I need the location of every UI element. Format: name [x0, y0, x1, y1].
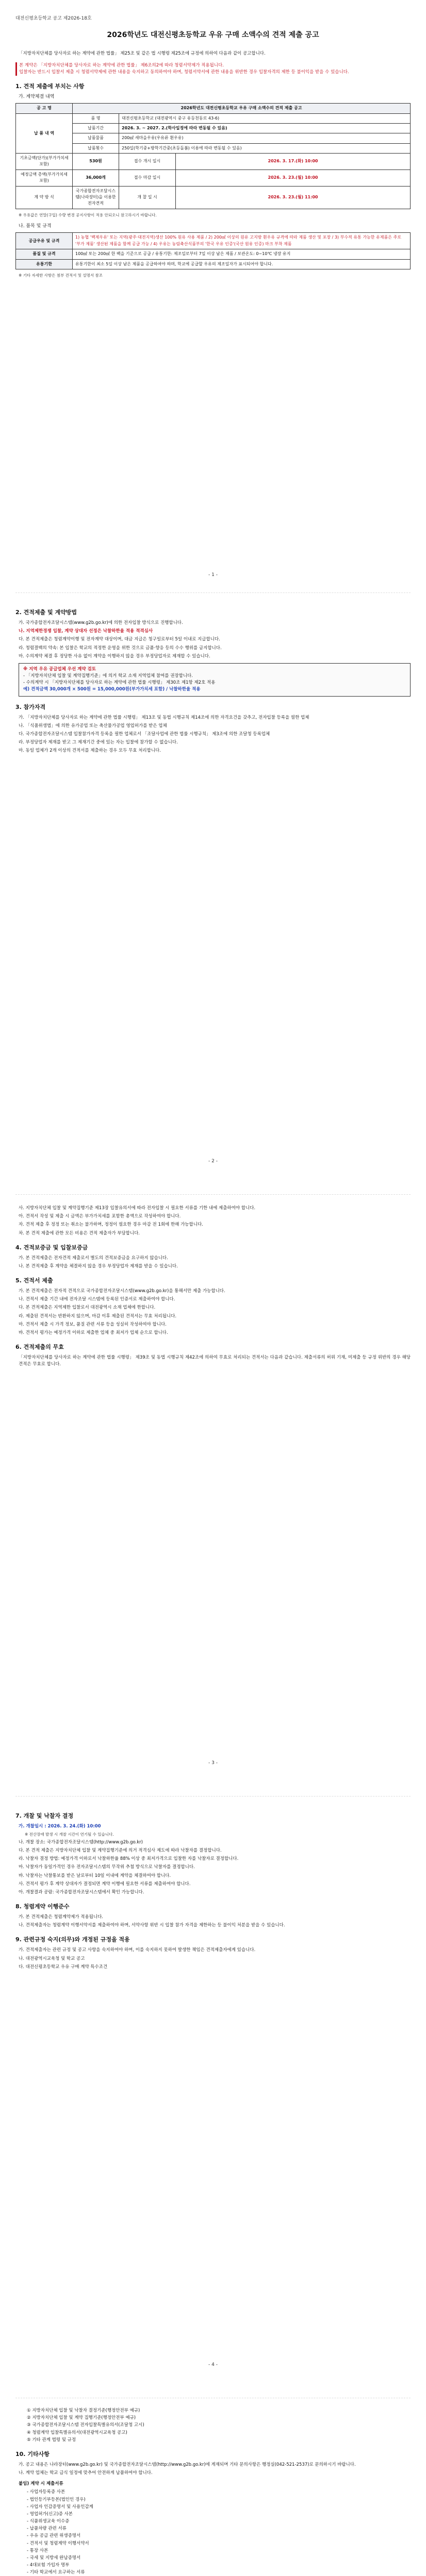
- contract-table: [15, 103, 411, 209]
- page-number: - 1 -: [208, 572, 218, 578]
- section-7-item: 사. 견적서 평가 후 계약 상대자가 결정되면 계약 이행에 필요한 서류를 제출하여야 합니다.: [19, 1881, 191, 1887]
- page-divider: [15, 592, 411, 593]
- section-10-item: 가. 공고 내용은 나라장터(www.g2b.go.kr) 및 국가종합전자조달시스템(http://www.g2b.go.kr)에 게재되며 기타 문의사항은 행정실(042-521-2537)로 문의하시기 바랍니다.: [19, 2462, 356, 2467]
- section-10-item: 나. 계약 업체는 학교 급식 일정에 맞추어 안전하게 납품하여야 합니다.: [19, 2470, 153, 2476]
- section-3-item: 마. 동일 업체가 2개 이상의 견적서를 제출하는 경우 모두 무효 처리합니다.: [19, 748, 161, 754]
- section-7-item: 바. 낙찰자는 낙찰통보를 받은 날로부터 10일 이내에 계약을 체결하여야 합니다.: [19, 1873, 171, 1878]
- section-3-cont-item: 차. 본 견적 제출에 관한 모든 비용은 견적 제출자가 부담합니다.: [19, 1230, 140, 1236]
- section-4-item: 나. 본 견적제출 후 계약을 체결하지 않을 경우 부정당업자 제재를 받을 수 있습니다.: [19, 1263, 178, 1269]
- spec-table: [15, 232, 411, 269]
- doc-item: - 국세 및 지방세 완납증명서: [27, 2555, 81, 2561]
- date-label: 개 찰 일 시: [119, 186, 176, 209]
- section-2-item: 라. 청렴결백의 약속: 본 입찰은 학교의 적정한 운영을 위한 것으로 금품·향응 등의 수수 행위를 금지합니다.: [19, 645, 222, 651]
- section-2-heading: 2. 견적제출 및 계약방법: [15, 609, 77, 616]
- price-label: 예정금액 총액(부가가치세 포함): [16, 170, 73, 186]
- section-5-item: 나. 견적서 제출 기간 내에 전자조달 시스템에 등록된 인증서로 제출하여야 합니다.: [19, 1297, 175, 1302]
- date-value: 2026. 3. 17.(화) 10:00: [176, 154, 411, 170]
- price-label: 계 약 방 식: [16, 186, 73, 209]
- section-5-item: 가. 본 견적제출은 전자적 견적으로 국가종합전자조달시스템(www.g2b.go.kr)을 통해서만 제출 가능합니다.: [19, 1289, 225, 1294]
- notice-number: 대전신평초등학교 공고 제2026-18호: [15, 16, 92, 21]
- law-item: ② 지방자치단체 입찰 및 계약 집행기준(행정안전부 예규): [27, 2415, 136, 2421]
- row-value: 대전신평초등학교 (대전광역시 중구 유등천동로 43-6): [119, 113, 411, 123]
- spec-label: 공급우유 및 규격: [16, 233, 73, 249]
- section-7-item: 라. 낙찰자 결정 방법: 예정가격 이하로서 낙찰하한율 88% 이상 중 최저가격으로 입찰한 자를 낙찰자로 결정합니다.: [19, 1856, 239, 1862]
- law-list: [27, 2408, 411, 2444]
- warning-box: [19, 663, 411, 697]
- highlight-box: [15, 62, 411, 76]
- section-9-heading: 9. 관련규정 숙지(의무)와 개정된 규정을 적용: [15, 1936, 130, 1943]
- warning-line: ※ 지역 우유 공급업체 우선 계약 검토: [23, 666, 96, 672]
- section-4-heading: 4. 견적보증금 및 입찰보증금: [15, 1244, 88, 1251]
- page-5: [15, 2407, 411, 2576]
- section-7-item: 다. 본 견적 제출은 지방자치단체 입찰 및 계약집행기준에 의거 적격심사 제도에 따라 낙찰자를 결정합니다.: [19, 1848, 222, 1854]
- page-1: [15, 15, 411, 578]
- spec-value: 1) 농협 '백제우유' 또는 지역(광주·대전지역)생산 100% 원유 사용 제품 / 2) 200㎖ 이상의 원유 고지방 흰우유 규격에 따라 제품 생산 및 포장 / 3) 부수적 유통 가능한 유제품은 주로 '부가 제품' 생산된 제품을 함께 공급 가능 / 4) 우유는 농림축산식품부의 '한국 우유 인증'(국산 원유 인증) 마크 부착 제품: [73, 233, 411, 249]
- date-label: 접수 개시 일시: [119, 154, 176, 170]
- section-3-item: 다. 국가종합전자조달시스템 입찰참가자격 등록을 필한 업체로서 「조달사업에 관한 법률 시행규칙」 제3조에 의한 조달청 등록업체: [19, 731, 270, 737]
- row-label: 품 명: [73, 113, 119, 123]
- page-4: [15, 1805, 411, 2367]
- section-3-heading: 3. 참가자격: [15, 703, 46, 710]
- section-1-sub-ga: 가. 계약체결 내역: [19, 94, 55, 100]
- page-number: - 4 -: [208, 2362, 218, 2367]
- section-8-item: 나. 견적제출자는 청렴계약 이행서약서를 제출하여야 하며, 서약사항 위반 시 입찰 참가 자격을 제한하는 등 불이익 처분을 받을 수 있습니다.: [19, 1923, 285, 1928]
- page-number: - 3 -: [208, 1760, 218, 1766]
- section-3-cont-item: 사. 지방자치단체 입찰 및 계약집행기준 제13장 입찰유의서에 따라 전자입찰 시 필요한 서류를 기한 내에 제출하여야 합니다.: [19, 1206, 256, 1211]
- price-example: 예) 견적금액 30,000개 × 500원 = 15,000,000원(부가가치세 포함) / 낙찰하한율 적용: [23, 687, 201, 692]
- section-5-heading: 5. 견적서 제출: [15, 1277, 53, 1284]
- spec-value: 유통기한이 최소 5일 이상 남은 제품을 공급하여야 하며, 학교에 공급할 우유의 제조일자가 표시되어야 합니다.: [73, 259, 411, 269]
- section-7-item: 아. 개찰결과 공람: 국가종합전자조달시스템에서 확인 가능합니다.: [19, 1889, 144, 1895]
- price-value: 530원: [73, 154, 119, 170]
- docs-list: [27, 2489, 411, 2576]
- date-value: 2026. 3. 23.(월) 11:00: [176, 186, 411, 209]
- section-2-item: 가. 국가종합전자조달시스템(www.g2b.go.kr)에 의한 전자입찰 방식으로 진행합니다.: [19, 620, 183, 626]
- highlight-line: 본 계약은 「지방자치단체를 당사자로 하는 계약에 관한 법률」 제6조의2에 따라 청렴서약제가 적용됩니다.: [19, 62, 224, 68]
- doc-item: - 사업자등록증 사본: [27, 2489, 65, 2495]
- doc-item: - 통장 사본: [27, 2548, 48, 2553]
- section-3-item: 라. 부정당업자 제재를 받고 그 제재기간 중에 있는 자는 입찰에 참가할 수 없습니다.: [19, 740, 178, 745]
- section-3-cont-item: 자. 견적 제출 후 정정 또는 취소는 불가하며, 정정이 필요한 경우 마감 전 1회에 한해 가능합니다.: [19, 1222, 203, 1228]
- table-header: 공 고 명: [16, 104, 73, 113]
- date-label: 접수 마감 일시: [119, 170, 176, 186]
- row-label: 납품기간: [73, 123, 119, 133]
- row-value: 200㎖ 새마을우유(우유류 흰우유): [119, 133, 411, 143]
- doc-item: - 견적서 및 청렴계약 이행서약서: [27, 2540, 89, 2546]
- section-6-text: 「지방자치단체를 당사자로 하는 계약에 관한 법률 시행령」 제39조 및 동법 시행규칙 제42조에 의하여 무효로 처리되는 견적서는 다음과 같습니다. 제출서류의 허위 기재, 미제출 등 규정 위반의 경우 해당 견적은 무효로 합니다.: [19, 1355, 411, 1367]
- spec-label: 품질 및 규격: [16, 249, 73, 259]
- law-item: ① 지방자치단체 입찰 및 낙찰자 결정기준(행정안전부 예규): [27, 2408, 140, 2413]
- section-5-item: 라. 제출된 견적서는 반환하지 않으며, 마감 이후 제출된 견적서는 무효 처리됩니다.: [19, 1313, 177, 1319]
- section-2-item: 마. 수의계약 체결 후 정당한 사유 없이 계약을 이행하지 않을 경우 부정당업자로 제재할 수 있습니다.: [19, 653, 210, 659]
- doc-item: - 4대보험 가입자 명부: [27, 2563, 70, 2568]
- section-5-item: 바. 견적서 평가는 예정가격 이하로 제출한 업체 중 최저가 업체 순으로 합니다.: [19, 1330, 168, 1335]
- section-4-item: 가. 본 견적제출은 전자견적 제출로서 별도의 견적보증금을 요구하지 않습니다.: [19, 1255, 168, 1261]
- document-title: 2026학년도 대전신평초등학교 우유 구매 소액수의 견적 제출 공고: [107, 30, 319, 39]
- section-9-item: 가. 견적제출자는 관련 규정 및 공고 사항을 숙지하여야 하며, 이를 숙지하지 못하여 발생한 책임은 견적제출자에게 있습니다.: [19, 1947, 256, 1953]
- section-7-item: 나. 개찰 장소: 국가종합전자조달시스템(http://www.g2b.go.kr): [19, 1839, 143, 1845]
- section-3-item: 가. 「지방자치단체를 당사자로 하는 계약에 관한 법률 시행령」 제13조 및 동법 시행규칙 제14조에 의한 자격요건을 갖추고, 전자입찰 등록을 필한 업체: [19, 715, 309, 720]
- law-item: ⑤ 기타 관계 법령 및 규정: [27, 2437, 76, 2443]
- warning-line: - 수의계약 시 「지방자치단체를 당사자로 하는 계약에 관한 법률 시행령」 제30조 제1항 제2호 적용: [23, 680, 216, 686]
- section-1-sub-na: 나. 품목 및 규격: [19, 224, 52, 229]
- spec-label: 유통기한: [16, 259, 73, 269]
- law-item: ④ 청렴계약 입찰특별유의서(대전광역시교육청 공고): [27, 2430, 127, 2435]
- section-3-item: 나. 「식품위생법」에 의한 유가공업 또는 축산물가공업 영업허가를 받은 업체: [19, 723, 167, 728]
- group-label: 납 품 내 역: [16, 113, 73, 154]
- doc-item: - 우유 공급 관련 위생증명서: [27, 2533, 81, 2539]
- section-8-heading: 8. 청렴계약 이행준수: [15, 1903, 70, 1910]
- row-label: 납품횟수: [73, 143, 119, 153]
- docs-title: 붙임) 계약 시 제출서류: [19, 2481, 63, 2487]
- section-7-heading: 7. 개찰 및 낙찰자 결정: [15, 1812, 74, 1819]
- section-9-item: 다. 대전신평초등학교 우유 구매 계약 특수조건: [19, 1964, 108, 1970]
- table-header: 2026학년도 대전신평초등학교 우유 구매 소액수의 견적 제출 공고: [73, 104, 411, 113]
- section-8-item: 가. 본 견적제출은 청렴계약제가 적용됩니다.: [19, 1914, 104, 1920]
- law-item: ③ 국가종합전자조달시스템 전자입찰특별유의서(조달청 고시): [27, 2422, 144, 2428]
- price-value: 36,000개: [73, 170, 119, 186]
- section-5-item: 마. 견적서 제출 시 가격 정보, 품질 관련 서류 등을 성실히 작성하여야 합니다.: [19, 1321, 167, 1327]
- doc-item: - 법인등기부등본(법인인 경우): [27, 2497, 86, 2502]
- highlight-line: 입찰자는 반드시 입찰서 제출 시 청렴서약제에 관한 내용을 숙지하고 동의하여야 하며, 청렴서약서에 관한 내용을 위반한 경우 입찰자격의 제한 등 불이익을 받을 수 있습니다.: [19, 69, 349, 75]
- price-label: 기초금액(단가)(부가가치세 포함): [16, 154, 73, 170]
- section-7-item: 마. 낙찰자가 동일가격인 경우 전자조달시스템의 무작위 추첨 방식으로 낙찰자를 결정합니다.: [19, 1865, 195, 1870]
- intro-text: 「지방자치단체를 당사자로 하는 계약에 관한 법률」 제25조 및 같은 법 시행령 제25조에 규정에 의하여 다음과 같이 공고합니다.: [19, 50, 266, 56]
- spec-note: ※ 기타 자세한 사항은 첨부 견적서 및 설명서 참조: [19, 273, 103, 278]
- row-value: 2026. 3. ~ 2027. 2.(학사일정에 따라 변동될 수 있음): [119, 123, 411, 133]
- section-2-item: 다. 본 견적제출은 청렴계약이행 및 전자계약 대상이며, 대금 지급은 청구일로부터 5일 이내로 지급합니다.: [19, 637, 220, 642]
- doc-item: - 영업허가(신고)증 사본: [27, 2511, 73, 2517]
- opening-date: 가. 개찰일시 : 2026. 3. 24.(화) 10:00: [19, 1824, 101, 1829]
- section-6-heading: 6. 견적제출의 무효: [15, 1344, 64, 1351]
- page-3: [15, 1204, 411, 1766]
- section-1-heading: 1. 견적 제출에 부치는 사항: [15, 83, 85, 90]
- page-number: - 2 -: [208, 1159, 218, 1164]
- page-divider: [15, 1796, 411, 1797]
- doc-item: - 납품차량 관련 서류: [27, 2526, 67, 2532]
- section-10-heading: 10. 기타사항: [15, 2450, 50, 2458]
- doc-item: - 기타 학교에서 요구하는 서류: [27, 2570, 85, 2575]
- date-value: 2026. 3. 23.(월) 10:00: [176, 170, 411, 186]
- row-value: 250일(학기중+방학기간중(초등돌봄) 이용에 따라 변동될 수 있음): [119, 143, 411, 153]
- page-2: [15, 602, 411, 1164]
- warning-line: - 「지방자치단체 입찰 및 계약집행기준」에 의거 학교 소재 지역업체 참여를 권장합니다.: [23, 673, 193, 679]
- section-5-item: 다. 본 견적제출은 지역제한 입찰로서 대전광역시 소재 업체에 한합니다.: [19, 1305, 156, 1311]
- section-3-cont-item: 아. 견적서 작성 및 제출 시 금액은 부가가치세를 포함한 총액으로 작성하여야 합니다.: [19, 1214, 181, 1219]
- doc-item: - 사업자 인감증명서 및 사용인감계: [27, 2504, 93, 2510]
- page-divider: [15, 1194, 411, 1195]
- table-note: ※ 우유값은 연말(구입) 수량 변경 공지사항이 적용 안되오니 참고하시기 바랍니다.: [19, 212, 157, 217]
- doc-item: - 식품위생교육 이수증: [27, 2519, 70, 2524]
- row-label: 납품물품: [73, 133, 119, 143]
- price-value: 국가종합전자조달시스템(나라장터)을 이용한 전자견적: [73, 186, 119, 209]
- section-2-item: 나. 지역제한경쟁 입찰, 계약 상대자 선정은 낙찰하한율 적용 적격심사: [19, 629, 153, 634]
- spec-value: 100㎖ 또는 200㎖ 한 팩을 기준으로 공급 / 유통기한: 제조일로부터 7일 이상 남은 제품 / 보관온도: 0~10℃ 냉장 유지: [73, 249, 411, 259]
- section-9-item: 나. 대전광역시교육청 및 학교 공고: [19, 1956, 85, 1961]
- section-7-item: ※ 전산장애 발생 시 개찰 시간이 연기될 수 있습니다.: [25, 1832, 114, 1837]
